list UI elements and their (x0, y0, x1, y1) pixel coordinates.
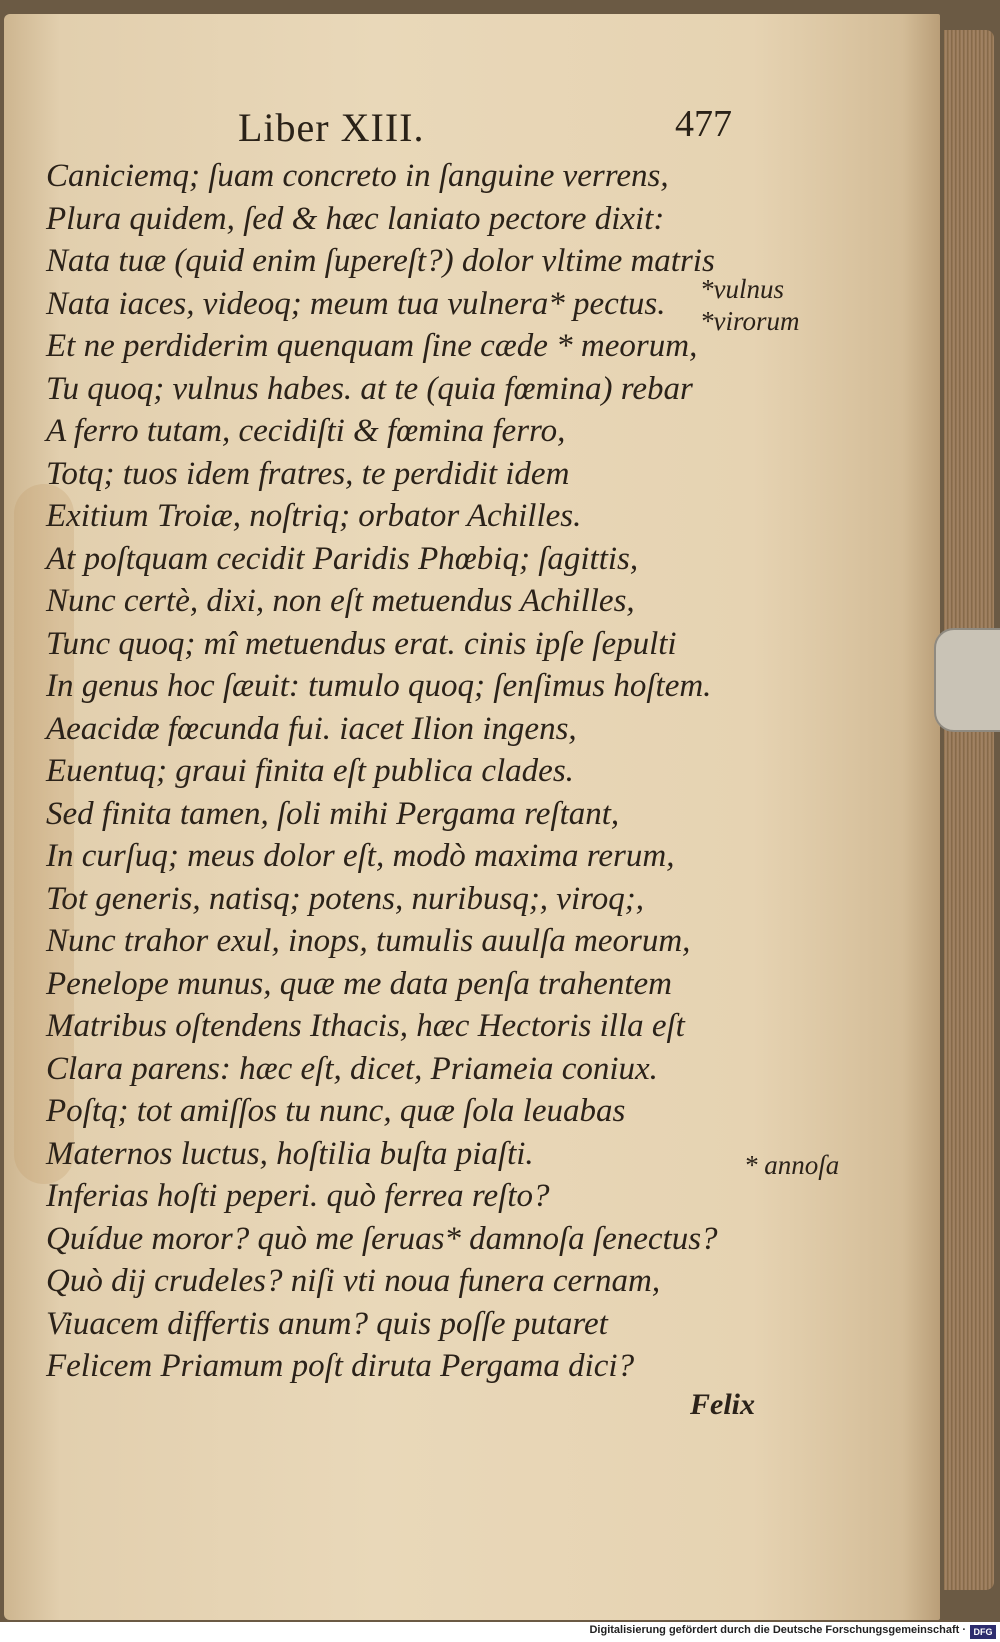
verse-line: Inferias hoſti peperi. quò ferrea reſto? (46, 1178, 550, 1214)
verse-line: Caniciemq; ſuam concreto in ſanguine verrens, (46, 158, 669, 194)
margin-note: * annoſa (744, 1150, 840, 1180)
footer-credit: Digitalisierung gefördert durch die Deutsche Forschungsgemeinschaft · (589, 1624, 966, 1636)
page-header (0, 104, 1000, 154)
verse-line: Et ne perdiderim quenquam ſine cæde * meorum, (46, 328, 698, 364)
verse-line: In genus hoc ſæuit: tumulo quoq; ſenſimus hoſtem. (46, 668, 712, 704)
verse-line: Poſtq; tot amiſſos tu nunc, quæ ſola leuabas (46, 1093, 626, 1129)
verse-line: Euentuq; graui finita eſt publica clades. (46, 753, 574, 789)
margin-note: *virorum (700, 306, 800, 336)
verse-line: Viuacem differtis anum? quis poſſe putaret (46, 1305, 608, 1342)
book-edge (944, 30, 994, 1590)
catchword: Felix (690, 1388, 755, 1421)
verse-line: Matribus oſtendens Ithacis, hæc Hectoris illa eſt (46, 1008, 685, 1044)
verse-line: Tu quoq; vulnus habes. at te (quia fœmina) rebar (46, 370, 693, 407)
verse-line: Tot generis, natisq; potens, nuribusq;, viroq;, (46, 880, 644, 917)
dfg-logo: DFG (970, 1625, 996, 1639)
verse-line: Quídue moror? quò me ſeruas* damnoſa ſenectus? (46, 1220, 718, 1257)
verse-line: Exitium Troiæ, noſtriq; orbator Achilles. (46, 498, 582, 534)
verse-line: Nata tuæ (quid enim ſupereſt?) dolor vltime matris (46, 243, 715, 279)
verse-line: Plura quidem, ſed & hæc laniato pectore dixit: (46, 200, 665, 237)
verse-line: Nata iaces, videoq; meum tua vulnera* pectus. (46, 285, 666, 322)
verse-line: Quò dij crudeles? niſi vti noua funera cernam, (46, 1263, 661, 1299)
page-number: 477 (675, 103, 732, 145)
verse-line: Penelope munus, quæ me data penſa trahentem (46, 965, 672, 1002)
verse-line: A ferro tutam, cecidiſti & fœmina ferro, (46, 413, 566, 449)
running-head: Liber XIII. (238, 105, 425, 150)
verse-line: In curſuq; meus dolor eſt, modò maxima rerum, (46, 838, 675, 874)
verse-line: At poſtquam cecidit Paridis Phœbiq; ſagittis, (46, 540, 639, 577)
verse-line: Aeacidæ fœcunda fui. iacet Ilion ingens, (46, 710, 577, 747)
margin-note: *vulnus (700, 274, 784, 304)
verse-line: Totq; tuos idem fratres, te perdidit idem (46, 455, 570, 492)
verse-line: Maternos luctus, hoſtilia buſta piaſti. (46, 1135, 534, 1172)
footer-bar (0, 1622, 1000, 1642)
verse-line: Nunc trahor exul, inops, tumulis auulſa meorum, (46, 923, 691, 959)
page-clip (934, 628, 1000, 732)
verse-line: Sed finita tamen, ſoli mihi Pergama reſtant, (46, 795, 620, 832)
verse-line: Felicem Priamum poſt diruta Pergama dici? (46, 1348, 635, 1384)
verse-text (46, 155, 906, 1388)
verse-line: Nunc certè, dixi, non eſt metuendus Achilles, (46, 583, 635, 619)
verse-line: Tunc quoq; mî metuendus erat. cinis ipſe ſepulti (46, 625, 677, 662)
verse-line: Clara parens: hæc eſt, dicet, Priameia coniux. (46, 1050, 658, 1087)
